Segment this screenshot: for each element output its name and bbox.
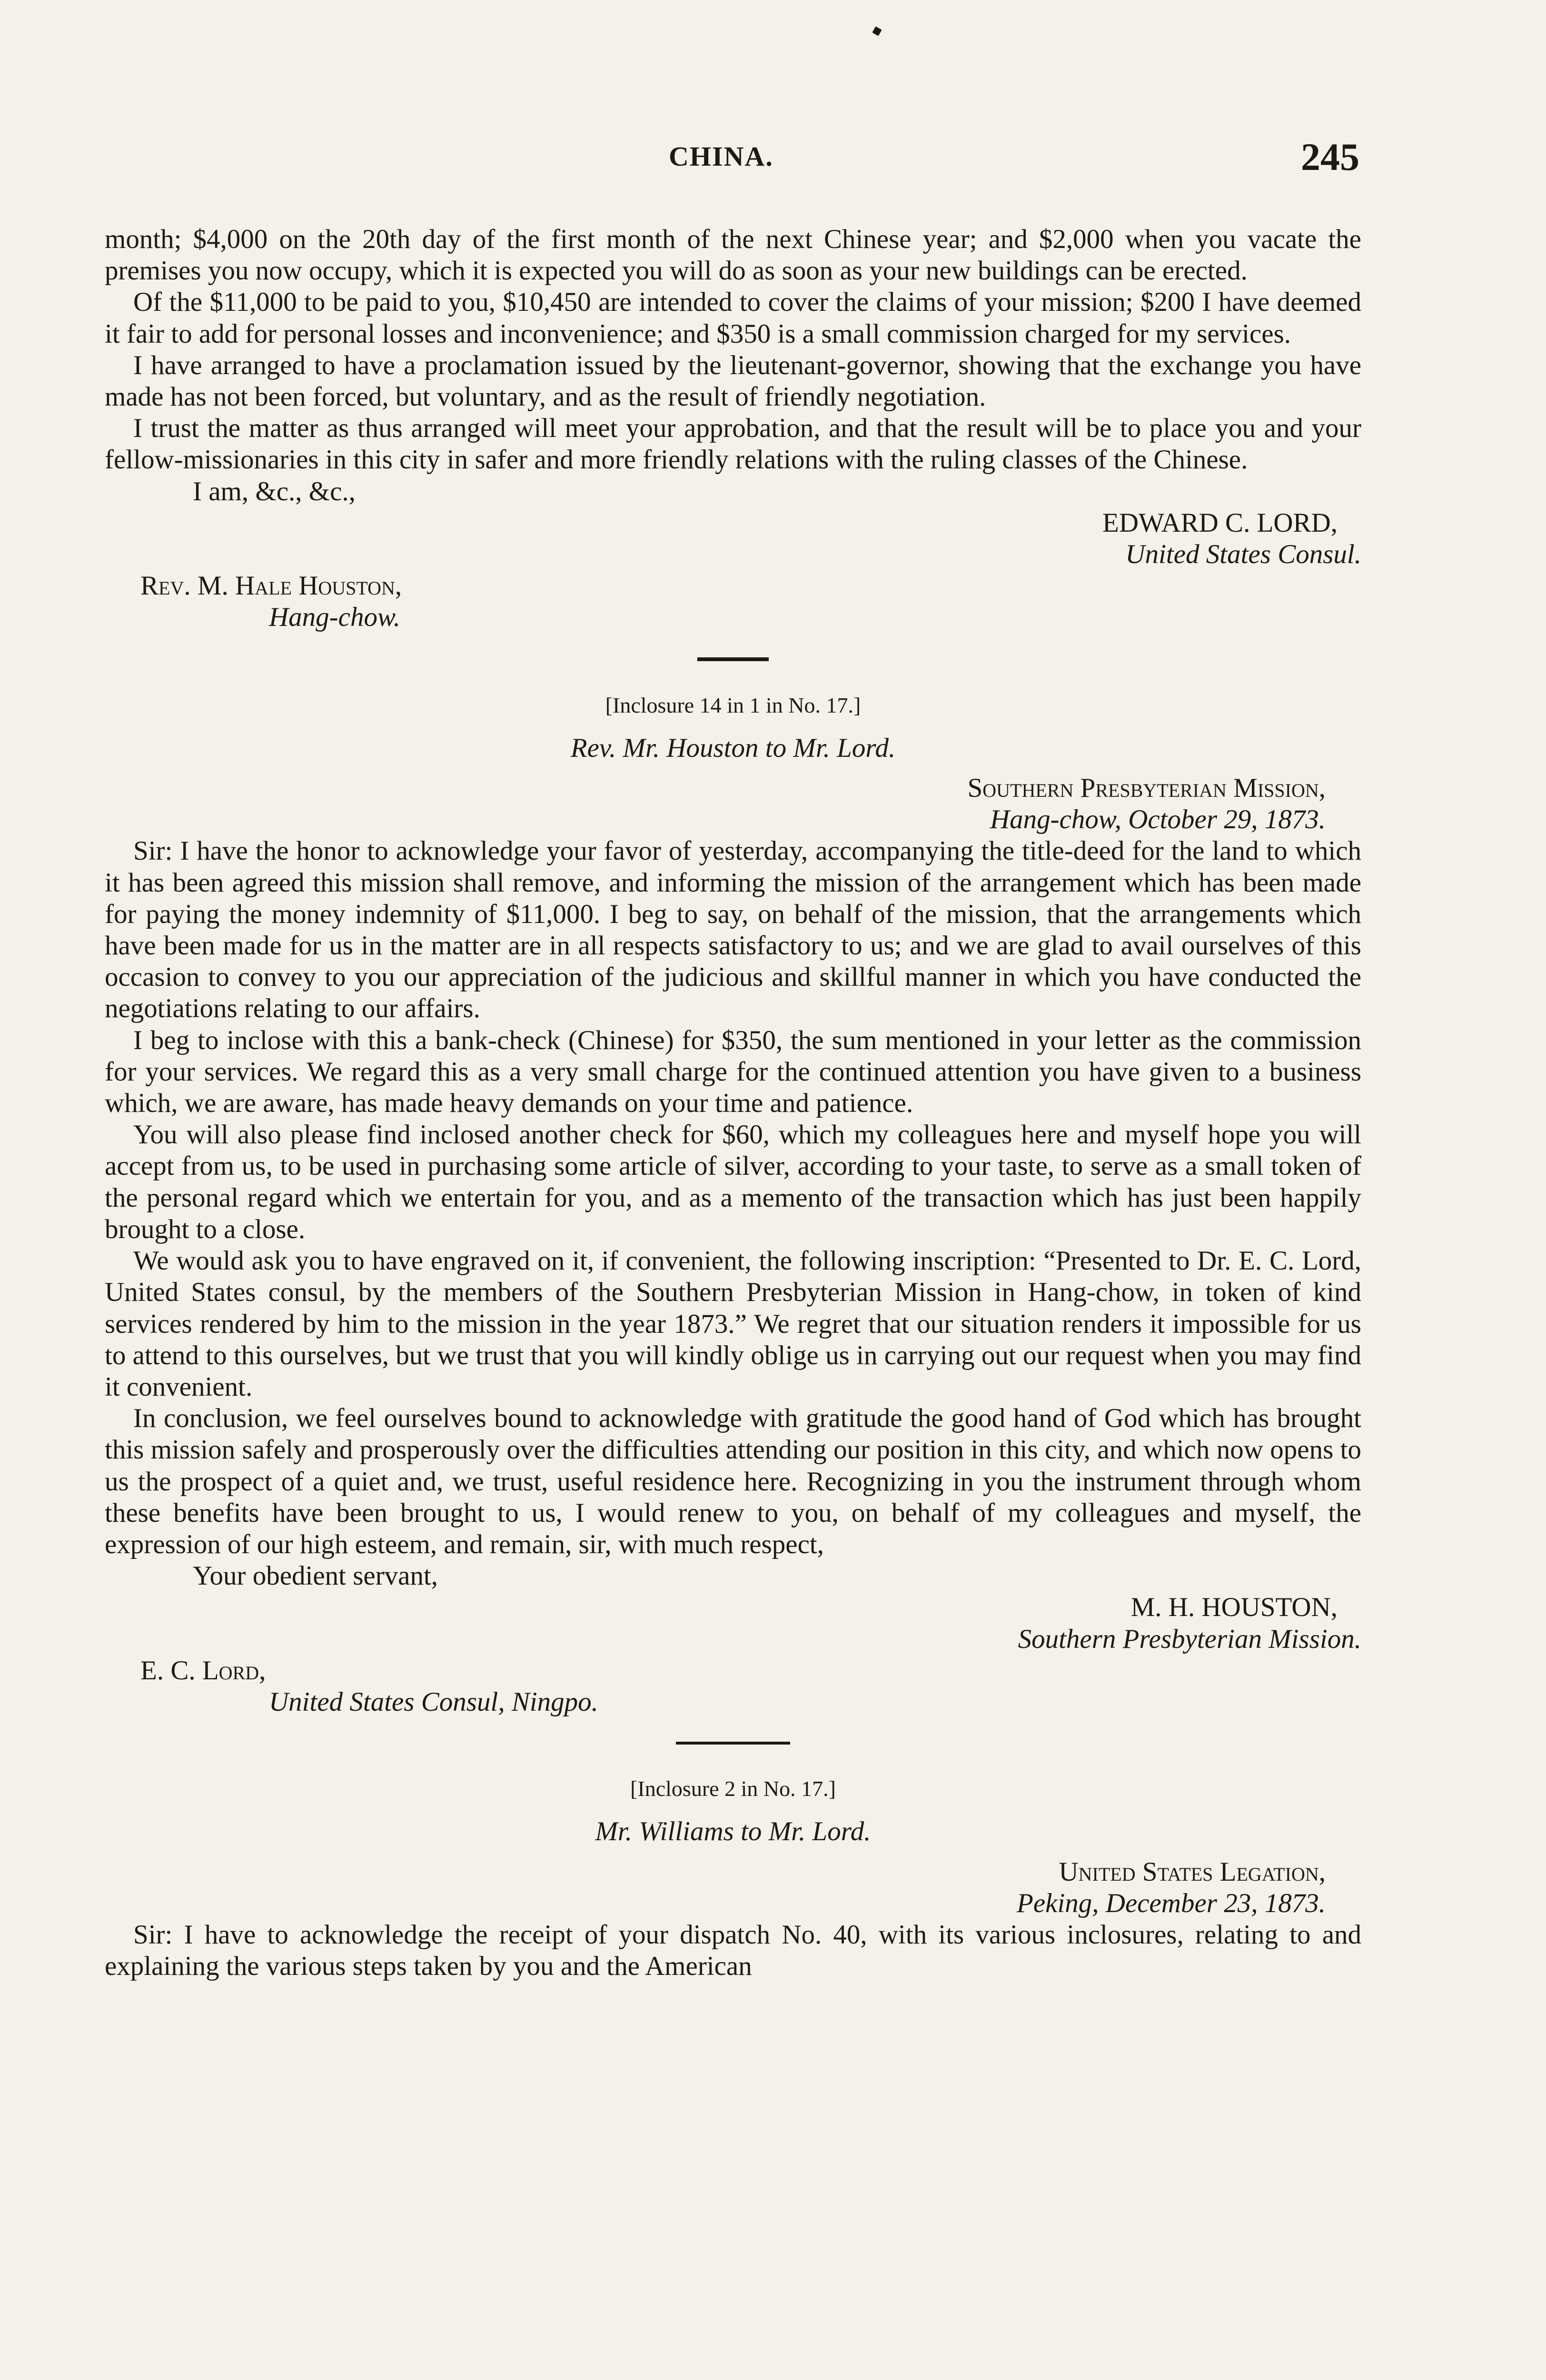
addressee-name: E. C. Lord, xyxy=(140,1655,266,1686)
section-divider xyxy=(697,657,769,661)
paragraph: In conclusion, we feel ourselves bound to acknowledge with gratitude the good hand of God which has brought this mission safely and prosperously over the difficulties attending our position in this city, and which now opens to us the prospect of a quiet and, we trust, useful residence here. Recognizing in you the instrument through whom these benefits have been brought to us, I would renew to you, on behalf of my colleagues and myself, the expression of our high esteem, and remain, sir, with much respect, xyxy=(105,1403,1361,1559)
closing: Your obedient servant, xyxy=(193,1561,438,1591)
addressee-block xyxy=(140,570,1361,633)
paragraph: Of the $11,000 to be paid to you, $10,450 are intended to cover the claims of your mission; $200 I have deemed it fair to add for personal losses and inconvenience; and $350 is a small commission charged for my services. xyxy=(105,287,1361,349)
signer-title: Southern Presbyterian Mission. xyxy=(1018,1624,1361,1654)
dateline xyxy=(105,773,1361,835)
addressee-city: Hang-chow. xyxy=(269,602,400,633)
page-number: 245 xyxy=(1301,135,1359,178)
running-title: CHINA. xyxy=(669,141,773,172)
addressee-city: United States Consul, Ningpo. xyxy=(269,1686,598,1717)
signature-block xyxy=(105,507,1361,570)
ink-mark xyxy=(872,26,882,36)
addressee-name: Rev. M. Hale Houston, xyxy=(140,571,402,601)
paragraph: I trust the matter as thus arranged will meet your approbation, and that the result will be to place you and your fellow-missionaries in this city in safer and more friendly relations with the ruling classes of the Chinese. xyxy=(105,413,1361,475)
paragraph: month; $4,000 on the 20th day of the first month of the next Chinese year; and $2,000 when you vacate the premises you now occupy, which it is expected you will do as soon as your new buildings can be erected. xyxy=(105,224,1361,286)
addressee-block xyxy=(140,1655,1361,1718)
section-divider xyxy=(676,1742,790,1745)
closing: I am, &c., &c., xyxy=(193,476,356,506)
inclosure-label: [Inclosure 14 in 1 in No. 17.] xyxy=(605,693,861,717)
page-body xyxy=(105,224,1361,1982)
paragraph: I have arranged to have a proclamation issued by the lieutenant-governor, showing that the exchange you have made has not been forced, but voluntary, and as the result of friendly negotiation. xyxy=(105,350,1361,412)
inclosure-label: [Inclosure 2 in No. 17.] xyxy=(630,1776,836,1801)
sender-organization: Southern Presbyterian Mission, xyxy=(967,773,1326,803)
signer-name: M. H. HOUSTON, xyxy=(1130,1592,1338,1623)
letter-heading: Mr. Williams to Mr. Lord. xyxy=(595,1816,871,1847)
paragraph: I beg to inclose with this a bank-check (Chinese) for $350, the sum mentioned in your letter as the commission for your services. We regard this as a very small charge for the continued attention you have given to a business which, we are aware, has made heavy demands on your time and patience. xyxy=(105,1025,1361,1119)
letter-date: Hang-chow, October 29, 1873. xyxy=(990,804,1326,835)
paragraph: We would ask you to have engraved on it, if convenient, the following inscription: “Presented to Dr. E. C. Lord, United States consul, by the members of the Southern Presbyterian Mission in Hang-chow, in token of kind services rendered by him to the mission in the year 1873.” We regret that our situation renders it impossible for us to attend to this ourselves, but we trust that you will kindly oblige us in carrying out our request when you may find it convenient. xyxy=(105,1246,1361,1402)
page-header xyxy=(0,135,1546,183)
letter-date: Peking, December 23, 1873. xyxy=(1017,1888,1326,1918)
paragraph: Sir: I have to acknowledge the receipt of your dispatch No. 40, with its various inclosures, relating to and explaining the various steps taken by you and the American xyxy=(105,1919,1361,1982)
letter-heading: Rev. Mr. Houston to Mr. Lord. xyxy=(570,733,896,763)
signer-name: EDWARD C. LORD, xyxy=(1102,507,1338,538)
dateline xyxy=(105,1856,1361,1919)
sender-organization: United States Legation, xyxy=(1059,1856,1326,1887)
paragraph: Sir: I have the honor to acknowledge your favor of yesterday, accompanying the title-deed for the land to which it has been agreed this mission shall remove, and informing the mission of the arrangement which has been made for paying the money indemnity of $11,000. I beg to say, on behalf of the mission, that the arrangements which have been made for us in the matter are in all respects satisfactory to us; and we are glad to avail ourselves of this occasion to convey to you our appreciation of the judicious and skillful manner in which you have conducted the negotiations relating to our affairs. xyxy=(105,836,1361,1024)
signature-block xyxy=(105,1592,1361,1655)
signer-title: United States Consul. xyxy=(1125,539,1361,570)
paragraph: You will also please find inclosed another check for $60, which my colleagues here and myself hope you will accept from us, to be used in purchasing some article of silver, according to your taste, to serve as a small token of the personal regard which we entertain for you, and as a memento of the transaction which has just been happily brought to a close. xyxy=(105,1120,1361,1244)
